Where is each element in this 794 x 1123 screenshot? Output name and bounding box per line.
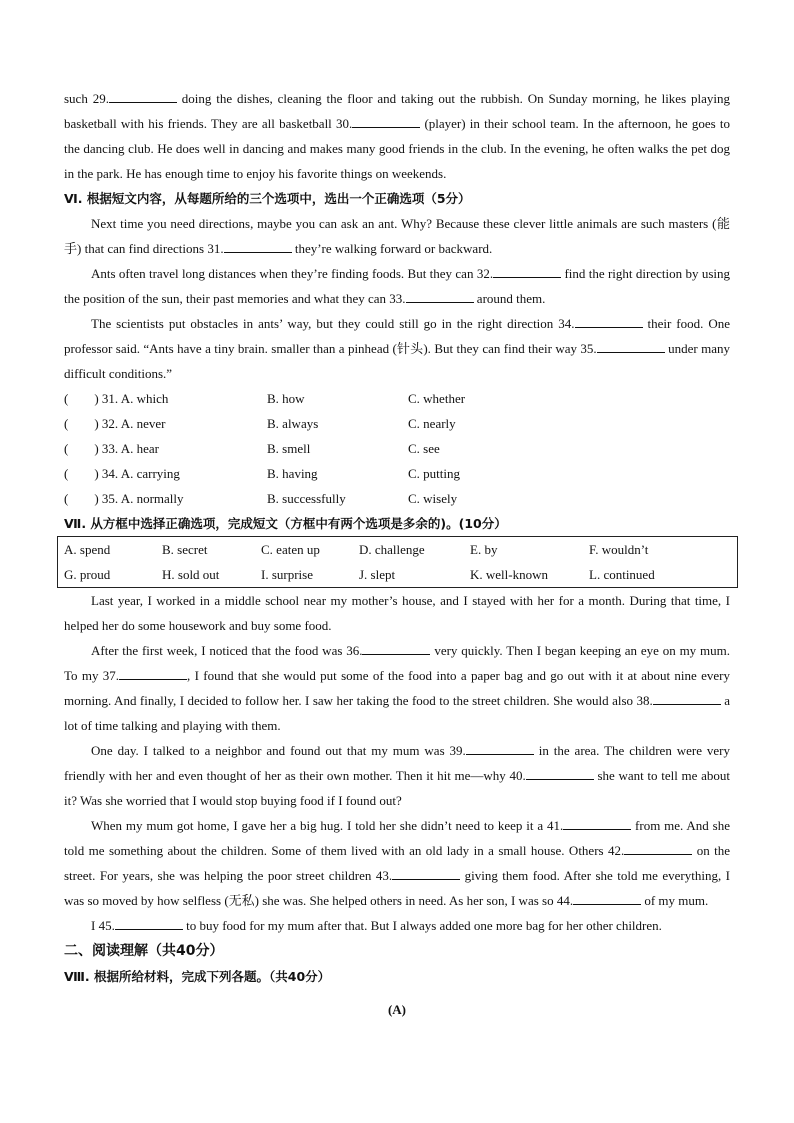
ants-paragraph-1: Next time you need directions, maybe you can ask an ant. Why? Because these clever little animals are such masters (能手) that can find directions 31. they’re walking forward or backward. — [64, 216, 730, 256]
mum-paragraph-3: One day. I talked to a neighbor and found out that my mum was 39. in the area. The children were very friendly with her and even thought of her as their own mother. Then it hit me—why 40. she want to tell me about it? Was she worried that I would stop buying food if I found out? — [64, 743, 731, 808]
option-h: H. sold out — [162, 567, 220, 582]
option-k: K. well-known — [470, 567, 548, 582]
blank-35[interactable] — [597, 340, 665, 353]
mum-paragraph-1: Last year, I worked in a middle school near my mother’s house, and I stayed with her for a month. During that time, I helped her do some housework and buy some food. — [64, 593, 730, 633]
blank-36[interactable] — [362, 642, 430, 655]
worksheet-page — [64, 86, 730, 1036]
blank-31[interactable] — [224, 240, 292, 253]
option-a: A. spend — [64, 542, 111, 557]
section-7-heading: Ⅶ. 从方框中选择正确选项，完成短文（方框中有两个选项是多余的)。(10分） — [64, 516, 507, 531]
option-c: C. eaten up — [261, 542, 320, 557]
blank-41[interactable] — [563, 817, 631, 830]
blank-38[interactable] — [653, 692, 721, 705]
option-i: I. surprise — [261, 567, 313, 582]
blank-33[interactable] — [406, 290, 474, 303]
ants-paragraph-2: Ants often travel long distances when they’re finding foods. But they can 32. find the right direction by using the position of the sun, their past memories and what they can 33. around them. — [64, 266, 730, 306]
question-33[interactable]: ( ) 33. A. hear B. smell C. see — [64, 441, 440, 456]
word-box-row-1 — [64, 537, 737, 562]
question-list — [64, 386, 730, 511]
option-d: D. challenge — [359, 542, 425, 557]
blank-43[interactable] — [392, 867, 460, 880]
question-35[interactable]: ( ) 35. A. normally B. successfully C. wisely — [64, 491, 458, 506]
word-box — [57, 536, 738, 588]
word-box-row-2 — [64, 562, 737, 587]
part-2-heading: 二、阅读理解（共40分） — [64, 943, 224, 959]
mum-paragraph-5: I 45. to buy food for my mum after that. But I always added one more bag for her other children. — [91, 918, 662, 933]
blank-32[interactable] — [493, 265, 561, 278]
option-e: E. by — [470, 542, 498, 557]
blank-37[interactable] — [119, 667, 187, 680]
blank-34[interactable] — [575, 315, 643, 328]
option-f: F. wouldn’t — [589, 542, 649, 557]
section-6-heading: Ⅵ. 根据短文内容，从每题所给的三个选项中，选出一个正确选项（5分） — [64, 191, 471, 206]
blank-45[interactable] — [115, 917, 183, 930]
passage-a-label: (A) — [387, 1002, 407, 1017]
blank-29[interactable] — [109, 90, 177, 103]
option-b: B. secret — [162, 542, 208, 557]
option-g: G. proud — [64, 567, 111, 582]
mum-paragraph-4: When my mum got home, I gave her a big hug. I told her she didn’t need to keep it a 41. from me. And she told me something about the children. Some of them lived with an old lady in a small house. Others 42. on the street. For years, she was helping the poor street children 43. giving them food. After she told me everything, I was so moved by how selfless (无私) she was. She helped others in need. As her son, I was so 44. of my mum. — [64, 818, 730, 908]
question-34[interactable]: ( ) 34. A. carrying B. having C. putting — [64, 466, 461, 481]
blank-40[interactable] — [526, 767, 594, 780]
passage-continued: such 29. doing the dishes, cleaning the floor and taking out the rubbish. On Sunday morning, he likes playing basketball with his friends. They are all basketball 30. (player) in their school team. In the afternoon, he goes to the dancing club. He does well in dancing and makes many good friends in the club. In the evening, he often walks the pet dog in the park. He has enough time to enjoy his favorite things on weekends. — [64, 91, 730, 181]
blank-44[interactable] — [573, 892, 641, 905]
mum-paragraph-2: After the first week, I noticed that the food was 36. very quickly. Then I began keeping an eye on my mum. To my 37. , I found that she would put some of the food into a paper bag and go out with it at about nine every morning. And finally, I decided to follow her. I saw her taking the food to the street children. She would also 38. a lot of time talking and playing with them. — [64, 643, 730, 733]
blank-39[interactable] — [466, 742, 534, 755]
ants-paragraph-3: The scientists put obstacles in ants’ way, but they could still go in the right direction 34. their food. One professor said. “Ants have a tiny brain. smaller than a pinhead (针头). But they can find their way 35. under many difficult conditions.” — [64, 316, 731, 381]
blank-30[interactable] — [352, 115, 420, 128]
option-l: L. continued — [589, 567, 655, 582]
question-31[interactable]: ( ) 31. A. which B. how C. whether — [64, 391, 466, 406]
question-32[interactable]: ( ) 32. A. never B. always C. nearly — [64, 416, 456, 431]
section-8-heading: Ⅷ. 根据所给材料，完成下列各题。（共40分） — [64, 969, 331, 984]
option-j: J. slept — [359, 567, 396, 582]
blank-42[interactable] — [624, 842, 692, 855]
